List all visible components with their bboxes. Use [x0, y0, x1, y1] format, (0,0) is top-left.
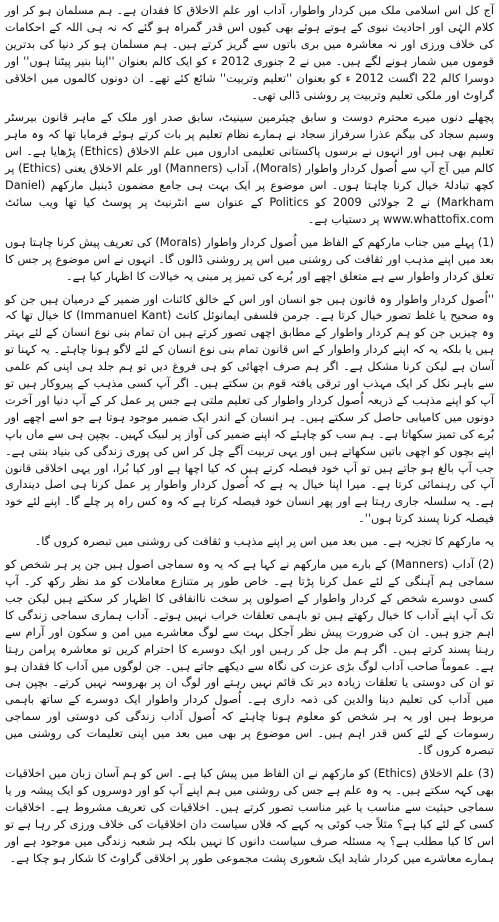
paragraph-morals-quote: ''اُصول کردار واطوار وہ قانون ہیں جو انسان اور اس کے خالق کائنات اور ضمیر کے درمیان ہیں جن کو وہ صحیح یا غلط تصور خیال کرتا ہے۔ جرمن فلسفی ایمانوئل کانٹ (Immanuel Kant) کا خیال تھا کہ وہ چیزیں جن کو ہم کردار واطوار کے مطابق اچھی تصور کرتے ہیں ان تمام بنی نوع انسان کے لئے بہتر ہیں یا بلکہ یہ کہ اپنے کردار واطوار کے اس قانون تمام بنی نوع انسان کے لئے لاگو ہونا چاہئے۔ یہ کہنا تو آسان ہے لیکن کرنا مشکل ہے۔ اگر ہم صرف اچھائی کو ہی فروغ دیں تو ہم جلد ہی اپنی کم علمی سے باہر نکل کر ایک مہذب اور ترقی یافتہ قوم بن سکتے ہیں۔ اگر آپ کسی مذہب کے پیروکار ہیں تو آپ کو اپنے مذہب کے ذریعہ اُصول کردار واطوار کی تعلیم ملتی ہے جس پر عمل کر کے آپ دنیا اور آخرت دونوں میں کامیابی حاصل کر سکتے ہیں۔ ہر انسان کے اندر ایک ضمیر موجود ہوتا ہے جو اسے اچھے اور بُرے کی تمیز سکھاتا ہے۔ ہم سب کو چاہئے کہ اپنے ضمیر کی آواز پر لبیک کہیں۔ بچپن ہی سے ماں باپ اپنے بچوں کو اچھی باتیں سکھاتے ہیں اور یہی تربیت آگے چل کر اس کی پوری زندگی کی بنیاد بنتی ہے۔ جب آپ بالغ ہو جاتے ہیں تو آپ خود فیصلہ کرتے ہیں کہ کیا اچھا ہے اور کیا بُرا، اور یہی اخلاقی قانون آپ کی رہنمائی کرتا ہے۔ میرا اپنا خیال یہ ہے کہ اُصول کردار واطوار پر عمل کرنا ہی اصل دینداری ہے۔ یہ سلسلہ جاری رہتا ہے اور پھر انسان خود فیصلہ کرتا ہے کہ وہ کس راہ پر چلے گا۔ اپنے لئے خود فیصلہ کرنا پسند کرتا ہوں''۔ — [5, 292, 494, 526]
paragraph-manners: (2) آداب (Manners) کے بارے میں مارکھم نے کہا ہے کہ یہ وہ سماجی اصول ہیں جن پر ہر شخص کو سماجی ہم آہنگی کے لئے عمل کرنا پڑتا ہے۔ خاص طور پر متنازع معاملات کو مد نظر رکھ کر۔ آپ کسی دوسرے شخص کے کردار واطوار کے اصولوں پر سخت ناانفاقی کا اظہار کر سکتے ہیں لیکن جب تک آپ اپنے آداب کا خیال رکھتے ہیں تو باہمی تعلقات خراب نہیں ہوتے۔ آداب ہماری سماجی زندگی کا اہم جزو ہیں۔ ان کی ضرورت پیش نظر آجکل بہت سے لوگ معاشرے میں امن و سکون اور آرام سے رہنا پسند کرتے ہیں۔ اگر ہم مل جل کر رہیں اور ایک دوسرے کا احترام کریں تو معاشرہ پرامن رہتا ہے۔ عموماً صاحب آداب لوگ بڑی عزت کی نگاہ سے دیکھے جاتے ہیں۔ جن لوگوں میں آداب کا فقدان ہو تو ان کی دوستی یا تعلقات زیادہ دیر تک قائم نہیں رہتے اور لوگ ان پر بھروسہ نہیں کرتے۔ بچپن ہی میں آداب کی تعلیم دینا والدین کی ذمہ داری ہے۔ اُصول کردار واطوار ایک دوسرے کے ساتھ باہمی مربوط ہیں اور یہ ہر شخص کو معلوم ہونا چاہئے کہ اُصول آداب زندگی کی دوستی اور سماجی رسومات کے لئے کس قدر اہم ہیں۔ اس موضوع پر بھی میں بعد میں اپنی تعلیمات کی روشنی میں تبصرہ کروں گا۔ — [5, 558, 494, 758]
paragraph-ethics: (3) علم الاخلاق (Ethics) کو مارکھم نے ان الفاظ میں پیش کیا ہے۔ اس کو ہم آسان زبان میں اخلاقیات بھی کہہ سکتے ہیں۔ یہ وہ علم ہے جس کی روشنی میں ہم اپنے آپ کو اور دوسروں کو ایک پیشہ ور یا سماجی حیثیت سے مناسب یا غیر مناسب تصور کرتے ہیں۔ اخلاقیات کی تعریف مشروط ہے۔ اخلاقیات کسی کے لئے کیا ہے؟ مثلاً جب کوئی یہ کہے کہ فلاں سیاست دان اخلاقیات کی خلاف ورزی کر رہا ہے تو اس کا کیا مطلب ہے؟ یہ مسئلہ صرف سیاست دانوں کا نہیں بلکہ ہر شعبہ زندگی میں موجود ہے اور ہمارے معاشرے میں کردار شاید ایک شعوری پشت مجموعی طور پر اخلاقی گراوٹ کا شکار ہو چکا ہے۔ — [5, 766, 494, 865]
paragraph-morals-intro: (1) پہلے میں جناب مارکھم کے الفاظ میں اُصول کردار واطوار (Morals) کی تعریف پیش کرنا چاہتا ہوں بعد میں اپنے مذہب اور ثقافت کی روشنی میں اس پر روشنی ڈالوں گا۔ انہوں نے اس موضوع پر جس کا تعلق کردار واطوار سے ہے متعلق اچھے اور بُرے کی تمیز پر مبنی یہ خیالات کا اظہار کیا ہے۔ — [5, 235, 494, 283]
paragraph-context: پچھلے دنوں میرے محترم دوست و سابق چیئرمین سینیٹ، سابق صدر اور ملک کے ماہر قانون بیرسٹر وسیم سجاد کی بیگم عذرا سرفراز سجاد نے ہمارے نظام تعلیم پر بات کرتے ہوئے فرمایا تھا کہ وہ ماہر تعلیم بھی ہیں اور انہوں نے برسوں پاکستانی تعلیمی اداروں میں علم الاخلاق (Ethics) پڑھایا ہے۔ اس کالم میں آج آپ سے اُصول کردار واطوار (Morals)، آداب (Manners) اور علم الاخلاق یعنی (Ethics) پر کچھ تبادلۂ خیال کرنا چاہتا ہوں۔ اس موضوع پر ایک بہت ہی جامع مضمون ڈینیل مارکھم (Daniel Markham) نے 2 جولائی 2009 کو Politics کے عنوان سے انٹرنیٹ پر پوسٹ کیا تھا ویب سائٹ www.whattofix.com پر دستیاب ہے۔ — [5, 111, 494, 226]
paragraph-markham-analysis: یہ مارکھم کا تجزیہ ہے۔ میں بعد میں اس پر اپنے مذہب و ثقافت کی روشنی میں تبصرہ کروں گا۔ — [34, 535, 494, 549]
paragraph-intro: آج کل اس اسلامی ملک میں کردار واطوار، آداب اور علم الاخلاق کا فقدان ہے۔ ہم مسلمان ہو کر اور کلام الہٰی اور احادیث نبوی کے ہوتے ہوئے بھی کیوں اس قدر گمراہ ہو گئے کہ نہ ہی اللہ کے احکامات کی خلاف ورزی اور نہ معاشرہ میں بری باتوں سے گریز کرتے ہیں۔ ہم مسلمان ہو کر دنیا کی بدترین قوموں میں شمار ہونے لگے ہیں۔ میں نے 2 جنوری 2012 ء کو ایک کالم بعنوان ''اپنا بنیر پیٹنا ہوں'' اور دوسرا کالم 22 اگست 2012 ء کو بعنوان ''تعلیم وتربیت'' شائع کئے تھے۔ ان دونوں کالموں میں اخلاقی گراوٹ اور ملکی تعلیم وتربیت پر روشنی ڈالی تھی۔ — [5, 4, 494, 102]
